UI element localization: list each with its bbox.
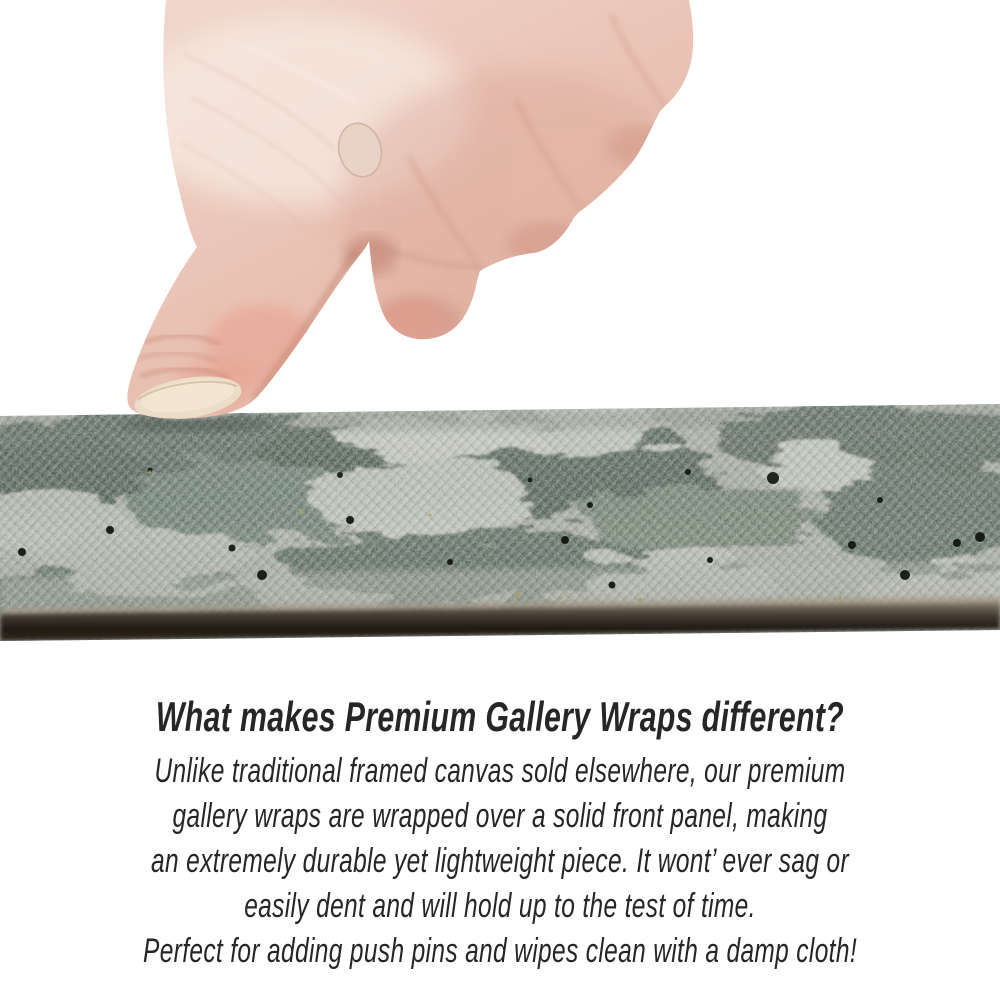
canvas-edge-photo [0, 395, 1000, 650]
caption-line-2: gallery wraps are wrapped over a solid front panel, making [172, 797, 828, 835]
hand-photo [95, 0, 715, 425]
canvas-texture [0, 395, 1000, 650]
caption-line-1: Unlike traditional framed canvas sold elsewhere, our premium [154, 752, 846, 790]
caption-heading: What makes Premium Gallery Wraps different? [155, 693, 845, 740]
caption-line-3: an extremely durable yet lightweight piece. It wont’ ever sag or [151, 842, 849, 880]
caption-line-5: Perfect for adding push pins and wipes clean with a damp cloth! [143, 932, 857, 970]
caption-line-4: easily dent and will hold up to the test of time. [244, 887, 756, 925]
caption-block [140, 694, 860, 974]
